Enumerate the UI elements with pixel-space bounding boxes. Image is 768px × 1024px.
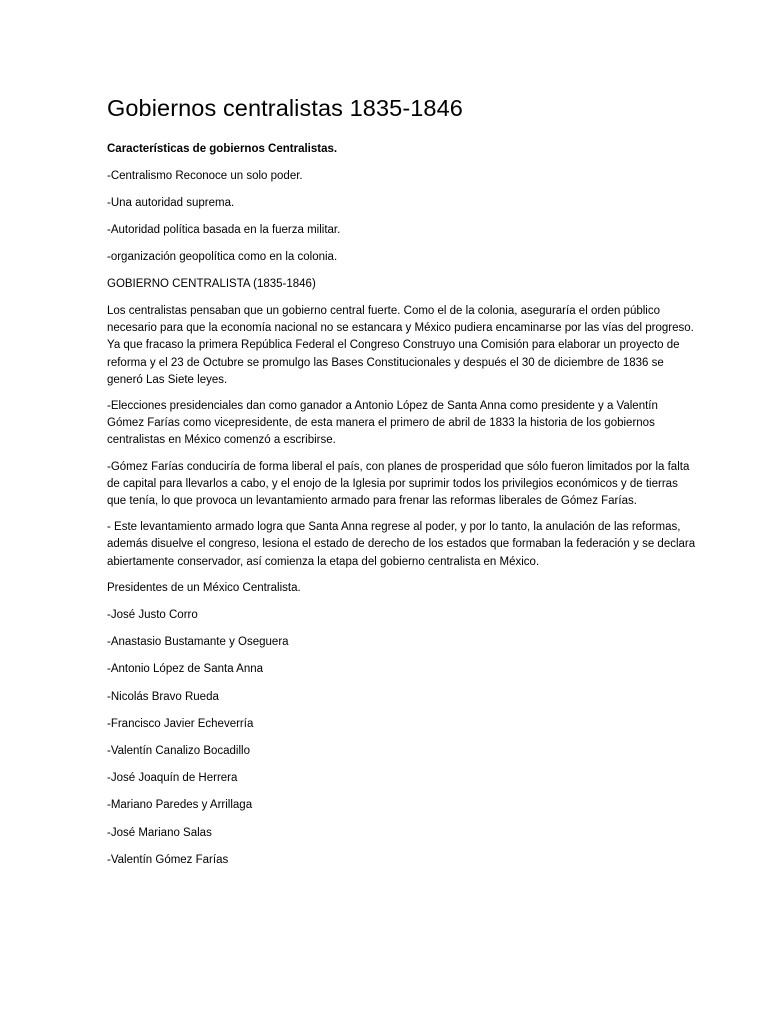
presidents-heading: Presidentes de un México Centralista. (107, 581, 301, 594)
president-item: -Mariano Paredes y Arrillaga (107, 799, 253, 812)
characteristic-item: -organización geopolítica como en la colonia. (107, 251, 338, 263)
characteristic-item: -Una autoridad suprema. (107, 197, 235, 209)
document-title: Gobiernos centralistas 1835-1846 (107, 95, 463, 121)
section-heading: GOBIERNO CENTRALISTA (1835-1846) (107, 278, 316, 290)
paragraph: -Elecciones presidenciales dan como ganador a Antonio López de Santa Anna como presidente y a Valentín Gómez Farías como vicepresidente, de esta manera el primero de abril de 1833 la historia de los gobiernos centralistas en México comenzó a escribirse. (107, 400, 658, 447)
president-item: -José Justo Corro (107, 609, 198, 622)
paragraph: Los centralistas pensaban que un gobierno central fuerte. Como el de la colonia, aseguraría el orden público necesario para que la economía nacional no se estancara y México pudiera encaminarse por las vías del progreso. Ya que fracaso la primera República Federal el Congreso Construyo una Comisión para elaborar un proyecto de reforma y el 23 de Octubre se promulgo las Bases Constitucionales y después el 30 de diciembre de 1836 se generó Las Siete leyes. (107, 305, 694, 386)
president-item: -Francisco Javier Echeverría (107, 717, 254, 730)
president-item: -Antonio López de Santa Anna (107, 663, 264, 676)
president-item: -Anastasio Bustamante y Oseguera (107, 636, 289, 649)
characteristic-item: -Autoridad política basada en la fuerza militar. (107, 224, 341, 236)
president-item: -Nicolás Bravo Rueda (107, 690, 219, 703)
characteristics-subtitle: Características de gobiernos Centralistas. (107, 143, 338, 155)
paragraph: -Gómez Farías conduciría de forma liberal el país, con planes de prosperidad que sólo fueron limitados por la falta de capital para llevarlos a cabo, y el enojo de la Iglesia por suprimir todos los privilegios económicos y de tierras que tenía, lo que provoca un levantamiento armado para frenar las reformas liberales de Gómez Farías. (107, 460, 690, 508)
president-item: -Valentín Canalizo Bocadillo (107, 744, 250, 757)
president-item: -Valentín Gómez Farías (107, 853, 229, 866)
paragraph: - Este levantamiento armado logra que Santa Anna regrese al poder, y por lo tanto, la anulación de las reformas, además disuelve el congreso, lesiona el estado de derecho de los estados que formaban la federación y se declara abiertamente conservador, así comienza la etapa del gobierno centralista en México. (107, 521, 696, 568)
president-item: -José Joaquín de Herrera (107, 772, 238, 785)
characteristic-item: -Centralismo Reconoce un solo poder. (107, 170, 303, 182)
president-item: -José Mariano Salas (107, 826, 212, 839)
